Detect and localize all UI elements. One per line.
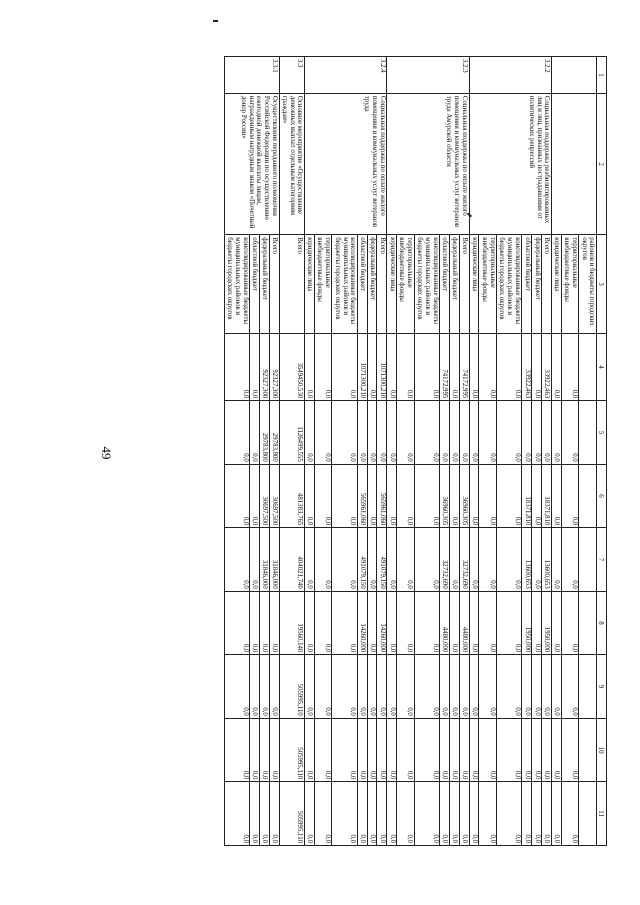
value-cell: 0,0 bbox=[332, 718, 357, 782]
funding-source: территориальные внебюджетные фонды bbox=[314, 235, 332, 333]
value-cell: 32732,690 bbox=[459, 528, 469, 592]
value-cell: 0,0 bbox=[269, 591, 279, 655]
value-cell: 0,0 bbox=[469, 333, 479, 401]
value-cell: 0,0 bbox=[224, 333, 249, 401]
value-cell: 0,0 bbox=[377, 401, 387, 465]
value-cell: 0,0 bbox=[314, 782, 332, 846]
value-cell: 0,0 bbox=[459, 655, 469, 719]
value-cell: 0,0 bbox=[449, 401, 459, 465]
value-cell: 0,0 bbox=[449, 591, 459, 655]
value-cell: 0,0 bbox=[304, 782, 314, 846]
value-cell: 0,0 bbox=[497, 401, 522, 465]
value-cell: 13600,653 bbox=[542, 528, 552, 592]
value-cell: 0,0 bbox=[387, 528, 397, 592]
funding-source: районов и бюджеты городских округов bbox=[579, 235, 597, 333]
value-cell: 0,0 bbox=[259, 718, 269, 782]
value-cell: 30697,500 bbox=[259, 464, 269, 528]
value-cell: 0,0 bbox=[469, 655, 479, 719]
page-number: 49 bbox=[99, 446, 114, 460]
value-cell: 92327,300 bbox=[259, 333, 269, 401]
value-cell: 0,0 bbox=[387, 718, 397, 782]
value-cell: 0,0 bbox=[561, 401, 579, 465]
value-cell: 0,0 bbox=[259, 591, 269, 655]
value-cell: 13600,653 bbox=[522, 528, 532, 592]
value-cell: 19560,140 bbox=[279, 591, 304, 655]
column-number: 5 bbox=[596, 401, 606, 465]
value-cell: 0,0 bbox=[449, 782, 459, 846]
value-cell: 0,0 bbox=[357, 655, 367, 719]
value-cell: 0,0 bbox=[367, 718, 377, 782]
item-code: 3.2.2 bbox=[469, 57, 551, 94]
value-cell: 0,0 bbox=[497, 333, 522, 401]
column-number: 9 bbox=[596, 655, 606, 719]
funding-source: федеральный бюджет bbox=[532, 235, 542, 333]
value-cell: 0,0 bbox=[449, 464, 459, 528]
item-code: 3.2.4 bbox=[304, 57, 386, 94]
column-number-row bbox=[596, 57, 606, 846]
value-cell: 0,0 bbox=[250, 655, 260, 719]
value-cell: 0,0 bbox=[387, 655, 397, 719]
value-cell: 0,0 bbox=[332, 333, 357, 401]
value-cell: 0,0 bbox=[269, 718, 279, 782]
value-cell: 0,0 bbox=[497, 528, 522, 592]
value-cell: 0,0 bbox=[332, 591, 357, 655]
value-cell: 0,0 bbox=[561, 655, 579, 719]
value-cell: 0,0 bbox=[414, 401, 439, 465]
value-cell: 0,0 bbox=[551, 528, 561, 592]
value-cell: 505995,110 bbox=[279, 655, 304, 719]
value-cell: 0,0 bbox=[542, 718, 552, 782]
value-cell: 0,0 bbox=[397, 655, 415, 719]
value-cell: 0,0 bbox=[304, 591, 314, 655]
value-cell bbox=[579, 655, 597, 719]
column-number: 10 bbox=[596, 718, 606, 782]
column-number: 4 bbox=[596, 333, 606, 401]
value-cell: 0,0 bbox=[561, 528, 579, 592]
column-number: 3 bbox=[596, 235, 606, 333]
value-cell bbox=[579, 401, 597, 465]
value-cell: 0,0 bbox=[440, 401, 450, 465]
value-cell: 0,0 bbox=[440, 655, 450, 719]
item-name: Социальная поддержка реабилитированных лиц и лиц, признанных пострадавшими от политических репрессий bbox=[469, 93, 551, 234]
value-cell: 0,0 bbox=[367, 782, 377, 846]
value-cell: 0,0 bbox=[397, 782, 415, 846]
value-cell: 0,0 bbox=[551, 655, 561, 719]
value-cell: 0,0 bbox=[414, 528, 439, 592]
value-cell: 0,0 bbox=[397, 464, 415, 528]
value-cell: 0,0 bbox=[469, 591, 479, 655]
value-cell: 0,0 bbox=[387, 401, 397, 465]
value-cell: 0,0 bbox=[414, 718, 439, 782]
value-cell: 0,0 bbox=[561, 333, 579, 401]
item-code: 3.2.3 bbox=[387, 57, 469, 94]
value-cell: 0,0 bbox=[561, 718, 579, 782]
value-cell: 0,0 bbox=[304, 333, 314, 401]
scan-mark bbox=[213, 20, 218, 22]
value-cell: 92327,300 bbox=[269, 333, 279, 401]
value-cell: 32732,690 bbox=[440, 528, 450, 592]
item-code-cell bbox=[551, 57, 596, 94]
value-cell: 0,0 bbox=[479, 528, 497, 592]
value-cell: 0,0 bbox=[332, 401, 357, 465]
value-cell: 0,0 bbox=[469, 782, 479, 846]
value-cell: 74172,995 bbox=[440, 333, 450, 401]
value-cell bbox=[579, 591, 597, 655]
funding-source: территориальные внебюджетные фонды bbox=[479, 235, 497, 333]
column-number: 8 bbox=[596, 591, 606, 655]
value-cell: 0,0 bbox=[532, 464, 542, 528]
table-body bbox=[224, 57, 596, 846]
funding-source: консолидированные бюджеты муниципальных районов и бюджеты городских округов bbox=[414, 235, 439, 333]
item-name: Социальная поддержка по оплате жилого помещения и коммунальных услуг ветеранов труда Амурской области bbox=[387, 93, 469, 234]
value-cell: 31846,000 bbox=[259, 528, 269, 592]
value-cell: 0,0 bbox=[497, 718, 522, 782]
value-cell: 0,0 bbox=[459, 782, 469, 846]
funding-source: юридические лица bbox=[551, 235, 561, 333]
table-row bbox=[459, 57, 469, 846]
column-number: 7 bbox=[596, 528, 606, 592]
value-cell: 481383,765 bbox=[279, 464, 304, 528]
value-cell: 36960,305 bbox=[440, 464, 450, 528]
value-cell: 0,0 bbox=[304, 401, 314, 465]
value-cell: 0,0 bbox=[532, 655, 542, 719]
value-cell: 4480,000 bbox=[440, 591, 450, 655]
value-cell: 0,0 bbox=[259, 782, 269, 846]
value-cell bbox=[579, 718, 597, 782]
value-cell: 0,0 bbox=[532, 782, 542, 846]
value-cell: 0,0 bbox=[479, 655, 497, 719]
funding-source: Всего bbox=[459, 235, 469, 333]
funding-source: юридические лица bbox=[469, 235, 479, 333]
value-cell: 18371,810 bbox=[522, 464, 532, 528]
value-cell bbox=[579, 333, 597, 401]
funding-source: Всего bbox=[279, 235, 304, 333]
value-cell: 1126499,555 bbox=[279, 401, 304, 465]
funding-source: консолидированные бюджеты муниципальных районов и бюджеты городских округов bbox=[497, 235, 522, 333]
value-cell: 0,0 bbox=[250, 591, 260, 655]
funding-source: консолидированные бюджеты муниципальных районов и бюджеты городских округов bbox=[332, 235, 357, 333]
value-cell: 0,0 bbox=[314, 528, 332, 592]
value-cell: 0,0 bbox=[449, 718, 459, 782]
value-cell: 14260,000 bbox=[377, 591, 387, 655]
item-name: Социальная поддержка по оплате жилого помещения и коммунальных услуг ветеранов труда bbox=[304, 93, 386, 234]
value-cell: 0,0 bbox=[479, 591, 497, 655]
value-cell: 0,0 bbox=[414, 333, 439, 401]
value-cell: 0,0 bbox=[414, 782, 439, 846]
value-cell: 0,0 bbox=[497, 464, 522, 528]
value-cell: 0,0 bbox=[367, 528, 377, 592]
value-cell: 0,0 bbox=[304, 655, 314, 719]
value-cell: 0,0 bbox=[479, 782, 497, 846]
value-cell: 33922,463 bbox=[522, 333, 532, 401]
funding-source: территориальные внебюджетные фонды bbox=[397, 235, 415, 333]
value-cell: 0,0 bbox=[250, 718, 260, 782]
value-cell: 0,0 bbox=[224, 401, 249, 465]
value-cell: 0,0 bbox=[250, 782, 260, 846]
value-cell: 404021,740 bbox=[279, 528, 304, 592]
value-cell: 0,0 bbox=[269, 655, 279, 719]
value-cell: 1071300,210 bbox=[357, 333, 367, 401]
value-cell: 0,0 bbox=[469, 464, 479, 528]
value-cell: 0,0 bbox=[532, 591, 542, 655]
value-cell: 0,0 bbox=[367, 464, 377, 528]
item-name: Осуществление переданного полномочия Российской Федерации по осуществлению ежегодной денежной выплаты лицам, награжденным нагрудным знаком «Почетный донор России» bbox=[224, 93, 279, 234]
table-row bbox=[269, 57, 279, 846]
funding-source: областной бюджет bbox=[250, 235, 260, 333]
value-cell: 0,0 bbox=[314, 401, 332, 465]
value-cell: 0,0 bbox=[522, 718, 532, 782]
funding-source: федеральный бюджет bbox=[367, 235, 377, 333]
value-cell: 565961,060 bbox=[357, 464, 367, 528]
funding-source: консолидированные бюджеты муниципальных районов и бюджеты городских округов bbox=[224, 235, 249, 333]
value-cell: 0,0 bbox=[314, 464, 332, 528]
funding-source: юридические лица bbox=[387, 235, 397, 333]
value-cell: 0,0 bbox=[449, 333, 459, 401]
value-cell: 0,0 bbox=[532, 333, 542, 401]
value-cell: 0,0 bbox=[304, 464, 314, 528]
value-cell: 0,0 bbox=[449, 655, 459, 719]
funding-source: Всего bbox=[269, 235, 279, 333]
value-cell: 0,0 bbox=[397, 718, 415, 782]
value-cell: 491079,150 bbox=[357, 528, 367, 592]
value-cell: 0,0 bbox=[314, 333, 332, 401]
rotated-content bbox=[114, 56, 607, 846]
item-name: Основное мероприятие «Осуществление денежных выплат отдельным категориям граждан» bbox=[279, 93, 304, 234]
value-cell: 0,0 bbox=[332, 528, 357, 592]
value-cell: 0,0 bbox=[224, 591, 249, 655]
value-cell: 0,0 bbox=[479, 718, 497, 782]
value-cell bbox=[579, 464, 597, 528]
value-cell: 0,0 bbox=[397, 401, 415, 465]
value-cell: 0,0 bbox=[397, 528, 415, 592]
value-cell: 0,0 bbox=[440, 782, 450, 846]
value-cell: 0,0 bbox=[561, 782, 579, 846]
value-cell: 0,0 bbox=[551, 782, 561, 846]
value-cell: 0,0 bbox=[367, 401, 377, 465]
value-cell: 0,0 bbox=[497, 591, 522, 655]
value-cell: 36960,305 bbox=[459, 464, 469, 528]
value-cell: 0,0 bbox=[332, 782, 357, 846]
value-cell: 0,0 bbox=[497, 782, 522, 846]
table-row bbox=[279, 57, 304, 846]
value-cell: 491079,150 bbox=[377, 528, 387, 592]
value-cell: 0,0 bbox=[250, 401, 260, 465]
value-cell: 0,0 bbox=[397, 591, 415, 655]
value-cell: 0,0 bbox=[259, 655, 269, 719]
value-cell: 0,0 bbox=[532, 528, 542, 592]
value-cell: 0,0 bbox=[224, 655, 249, 719]
value-cell: 0,0 bbox=[414, 464, 439, 528]
value-cell: 31846,000 bbox=[269, 528, 279, 592]
funding-source: федеральный бюджет bbox=[259, 235, 269, 333]
value-cell: 0,0 bbox=[250, 333, 260, 401]
value-cell: 0,0 bbox=[459, 401, 469, 465]
value-cell: 0,0 bbox=[561, 464, 579, 528]
value-cell: 18371,810 bbox=[542, 464, 552, 528]
value-cell: 0,0 bbox=[224, 528, 249, 592]
value-cell: 1950,000 bbox=[542, 591, 552, 655]
budget-table bbox=[224, 56, 607, 846]
value-cell: 29783,800 bbox=[259, 401, 269, 465]
table-row bbox=[579, 57, 597, 846]
value-cell: 0,0 bbox=[387, 333, 397, 401]
value-cell: 0,0 bbox=[250, 528, 260, 592]
value-cell: 0,0 bbox=[377, 718, 387, 782]
value-cell: 33922,463 bbox=[542, 333, 552, 401]
item-code: 3.3.1 bbox=[224, 57, 279, 94]
value-cell: 0,0 bbox=[551, 718, 561, 782]
value-cell: 0,0 bbox=[304, 528, 314, 592]
value-cell: 0,0 bbox=[357, 782, 367, 846]
value-cell: 3549450,530 bbox=[279, 333, 304, 401]
value-cell: 0,0 bbox=[224, 718, 249, 782]
value-cell: 505995,110 bbox=[279, 782, 304, 846]
value-cell: 0,0 bbox=[387, 591, 397, 655]
value-cell: 0,0 bbox=[551, 401, 561, 465]
column-number: 1 bbox=[596, 57, 606, 94]
column-number: 6 bbox=[596, 464, 606, 528]
value-cell: 0,0 bbox=[304, 718, 314, 782]
value-cell: 0,0 bbox=[522, 401, 532, 465]
funding-source: областной бюджет bbox=[440, 235, 450, 333]
value-cell: 0,0 bbox=[357, 401, 367, 465]
value-cell: 0,0 bbox=[314, 718, 332, 782]
value-cell: 0,0 bbox=[250, 464, 260, 528]
value-cell: 0,0 bbox=[469, 401, 479, 465]
value-cell: 0,0 bbox=[387, 464, 397, 528]
value-cell: 0,0 bbox=[542, 782, 552, 846]
funding-source: областной бюджет bbox=[522, 235, 532, 333]
column-number: 2 bbox=[596, 93, 606, 234]
item-name-cell bbox=[551, 93, 596, 234]
funding-source: федеральный бюджет bbox=[449, 235, 459, 333]
value-cell: 0,0 bbox=[551, 464, 561, 528]
value-cell: 0,0 bbox=[314, 655, 332, 719]
value-cell: 0,0 bbox=[414, 591, 439, 655]
value-cell: 0,0 bbox=[367, 591, 377, 655]
value-cell: 0,0 bbox=[332, 464, 357, 528]
value-cell: 0,0 bbox=[367, 333, 377, 401]
value-cell: 0,0 bbox=[414, 655, 439, 719]
value-cell: 0,0 bbox=[332, 655, 357, 719]
value-cell: 0,0 bbox=[387, 782, 397, 846]
value-cell: 0,0 bbox=[542, 401, 552, 465]
funding-source: областной бюджет bbox=[357, 235, 367, 333]
value-cell: 0,0 bbox=[377, 655, 387, 719]
value-cell: 0,0 bbox=[479, 333, 497, 401]
value-cell: 30697,500 bbox=[269, 464, 279, 528]
funding-source: Всего bbox=[377, 235, 387, 333]
value-cell bbox=[579, 782, 597, 846]
value-cell: 14260,000 bbox=[357, 591, 367, 655]
funding-source: юридические лица bbox=[304, 235, 314, 333]
value-cell: 0,0 bbox=[224, 464, 249, 528]
value-cell: 0,0 bbox=[522, 655, 532, 719]
value-cell: 0,0 bbox=[397, 333, 415, 401]
value-cell: 505995,110 bbox=[279, 718, 304, 782]
value-cell: 0,0 bbox=[479, 464, 497, 528]
column-number: 11 bbox=[596, 782, 606, 846]
value-cell: 0,0 bbox=[469, 528, 479, 592]
value-cell: 1071300,210 bbox=[377, 333, 387, 401]
value-cell: 4480,000 bbox=[459, 591, 469, 655]
funding-source: Всего bbox=[542, 235, 552, 333]
value-cell: 1950,000 bbox=[522, 591, 532, 655]
value-cell: 0,0 bbox=[469, 718, 479, 782]
value-cell: 0,0 bbox=[269, 782, 279, 846]
value-cell: 0,0 bbox=[561, 591, 579, 655]
value-cell: 565961,060 bbox=[377, 464, 387, 528]
value-cell: 0,0 bbox=[459, 718, 469, 782]
value-cell: 0,0 bbox=[357, 718, 367, 782]
value-cell: 0,0 bbox=[551, 333, 561, 401]
value-cell: 0,0 bbox=[497, 655, 522, 719]
value-cell bbox=[579, 528, 597, 592]
value-cell: 0,0 bbox=[532, 401, 542, 465]
value-cell: 0,0 bbox=[224, 782, 249, 846]
value-cell: 74172,995 bbox=[459, 333, 469, 401]
value-cell: 0,0 bbox=[440, 718, 450, 782]
table-row bbox=[377, 57, 387, 846]
rotated-table-area bbox=[114, 56, 607, 846]
value-cell: 29783,800 bbox=[269, 401, 279, 465]
value-cell: 0,0 bbox=[479, 401, 497, 465]
value-cell: 0,0 bbox=[542, 655, 552, 719]
value-cell: 0,0 bbox=[532, 718, 542, 782]
table-row bbox=[542, 57, 552, 846]
value-cell: 0,0 bbox=[551, 591, 561, 655]
value-cell: 0,0 bbox=[449, 528, 459, 592]
value-cell: 0,0 bbox=[367, 655, 377, 719]
item-code: 3.3 bbox=[279, 57, 304, 94]
value-cell: 0,0 bbox=[522, 782, 532, 846]
value-cell: 0,0 bbox=[314, 591, 332, 655]
funding-source: территориальные внебюджетные фонды bbox=[561, 235, 579, 333]
value-cell: 0,0 bbox=[377, 782, 387, 846]
